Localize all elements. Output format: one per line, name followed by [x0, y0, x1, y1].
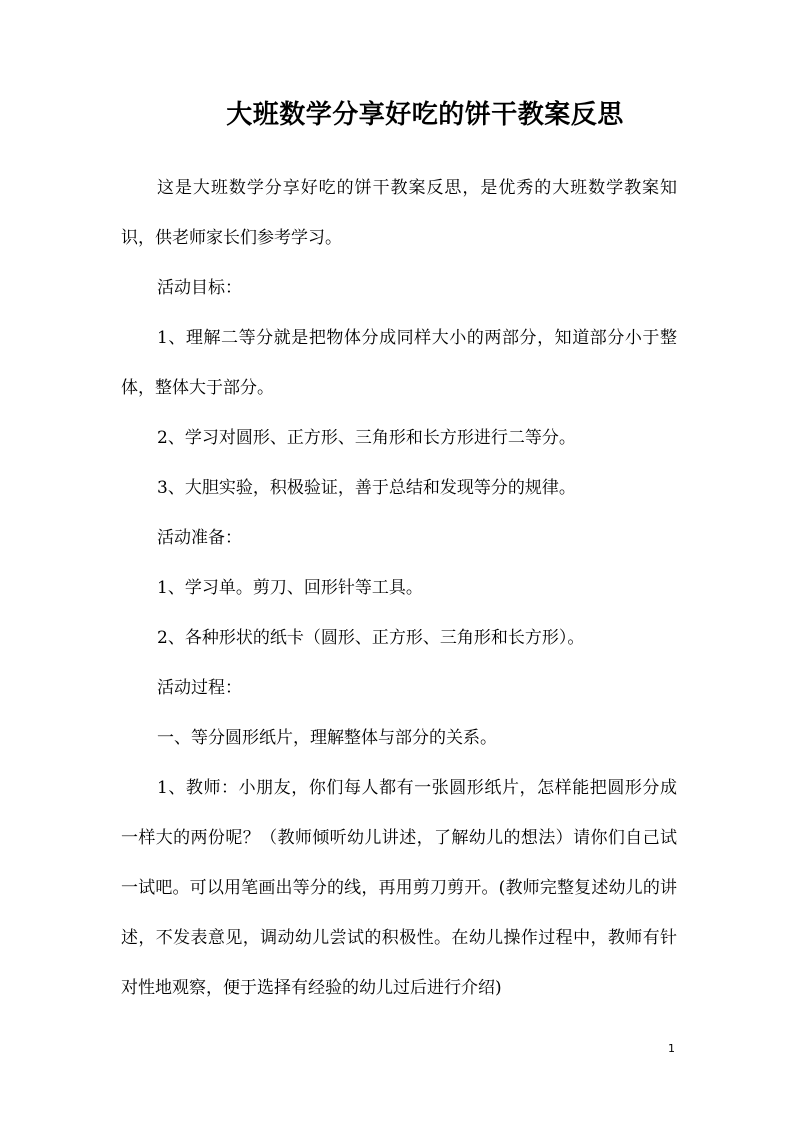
- section-heading-preparation: 活动准备：: [157, 528, 242, 548]
- goal-item-1: 1、理解二等分就是把物体分成同样大小的两部分，知道部分小于整体，整体大于部分。: [121, 328, 677, 398]
- process-step-heading-1: 一、等分圆形纸片，理解整体与部分的关系。: [157, 728, 497, 748]
- section-heading-process: 活动过程：: [157, 678, 242, 698]
- document-body: [121, 163, 677, 1013]
- process-step-item-1: 1、教师：小朋友，你们每人都有一张圆形纸片，怎样能把圆形分成一样大的两份呢？（教师倾听幼儿讲述，了解幼儿的想法）请你们自己试一试吧。可以用笔画出等分的线，再用剪刀剪开。(教师完整复述幼儿的讲述，不发表意见，调动幼儿尝试的积极性。在幼儿操作过程中，教师有针对性地观察，便于选择有经验的幼儿过后进行介绍): [121, 778, 677, 998]
- goal-item-2: 2、学习对圆形、正方形、三角形和长方形进行二等分。: [157, 428, 576, 448]
- document-title: 大班数学分享好吃的饼干教案反思: [226, 100, 624, 130]
- page-number: 1: [668, 1042, 675, 1055]
- preparation-item-2: 2、各种形状的纸卡（圆形、正方形、三角形和长方形）。: [157, 628, 585, 648]
- section-heading-goals: 活动目标：: [157, 278, 242, 298]
- preparation-item-1: 1、学习单。剪刀、回形针等工具。: [157, 578, 423, 598]
- goal-item-3: 3、大胆实验，积极验证，善于总结和发现等分的规律。: [157, 478, 576, 498]
- intro-paragraph: 这是大班数学分享好吃的饼干教案反思，是优秀的大班数学教案知识，供老师家长们参考学习。: [121, 178, 677, 248]
